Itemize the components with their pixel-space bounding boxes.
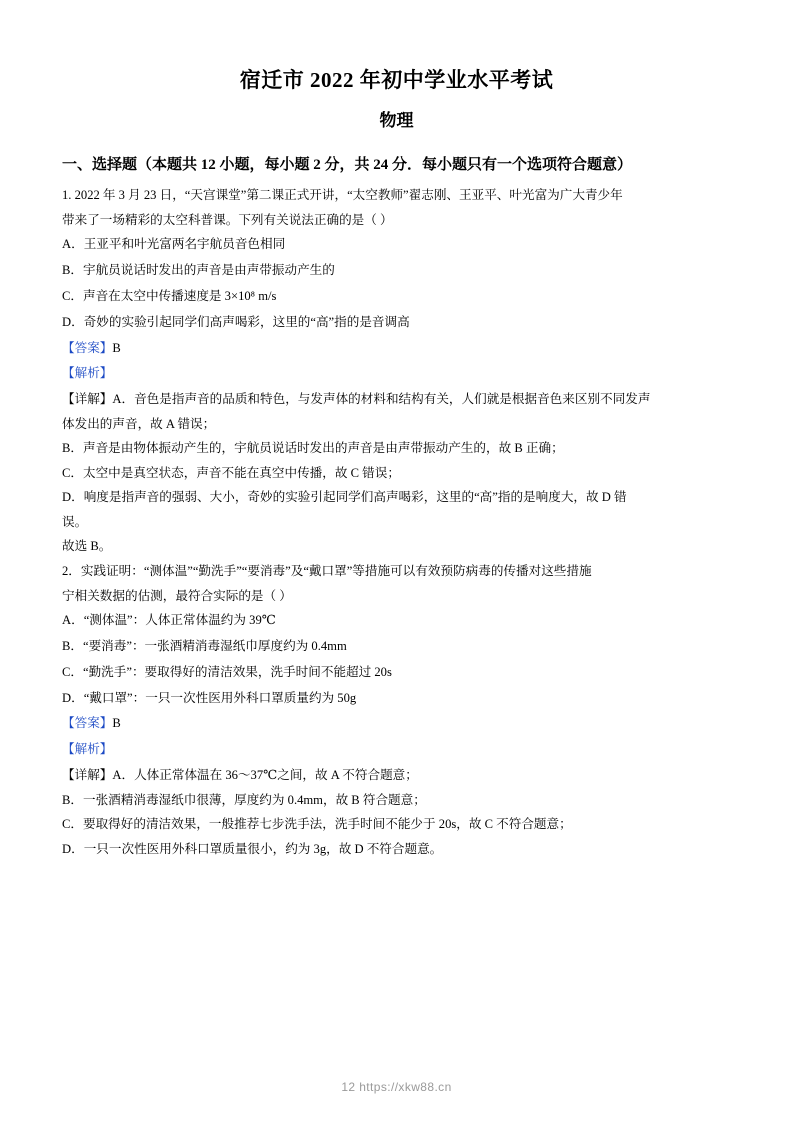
- option-b: B．“要消毒”：一张酒精消毒湿纸巾厚度约为 0.4mm: [62, 638, 347, 653]
- option-d: D．奇妙的实验引起同学们高声喝彩，这里的“高”指的是音调高: [62, 314, 410, 329]
- page-subtitle: 物理: [379, 111, 414, 131]
- option-b: B．宇航员说话时发出的声音是由声带振动产生的: [62, 263, 335, 278]
- question-stem-line: 宁相关数据的估测，最符合实际的是（ ）: [62, 588, 292, 603]
- answer-value: B: [112, 340, 121, 355]
- detail-line: D．响度是指声音的强弱、大小，奇妙的实验引起同学们高声喝彩，这里的“高”指的是响度大，故 D 错: [62, 490, 627, 505]
- detail-line: B．声音是由物体振动产生的，宇航员说话时发出的声音是由声带振动产生的，故 B 正确；: [62, 441, 564, 456]
- detail-line: C．要取得好的清洁效果，一般推荐七步洗手法，洗手时间不能少于 20s，故 C 不符合题意；: [62, 817, 572, 832]
- detail-line: C．太空中是真空状态，声音不能在真空中传播，故 C 错误；: [62, 465, 400, 480]
- analysis-label: 【解析】: [62, 742, 113, 757]
- question-stem-line: 带来了一场精彩的太空科普课。下列有关说法正确的是（ ）: [62, 212, 393, 227]
- page-footer: 12 https://xkw88.cn: [341, 1080, 452, 1094]
- detail-line: 【详解】A．人体正常体温在 36～37℃之间，故 A 不符合题意；: [62, 767, 418, 782]
- section-heading: 一、选择题（本题共 12 小题，每小题 2 分，共 24 分．每小题只有一个选项符合题意）: [62, 157, 633, 174]
- answer-label: 【答案】: [62, 340, 113, 355]
- question-block: [62, 559, 731, 861]
- analysis-label: 【解析】: [62, 366, 113, 381]
- detail-line: B．一张酒精消毒湿纸巾很薄，厚度约为 0.4mm，故 B 符合题意；: [62, 792, 426, 807]
- question-block: [62, 183, 731, 559]
- detail-line: 故选 B。: [62, 539, 112, 554]
- detail-line: 体发出的声音，故 A 错误；: [62, 416, 216, 431]
- option-d: D．“戴口罩”：一只一次性医用外科口罩质量约为 50g: [62, 690, 357, 705]
- answer-label: 【答案】: [62, 716, 113, 731]
- option-c: C．声音在太空中传播速度是 3×10⁸ m/s: [62, 288, 277, 303]
- answer-row: [62, 711, 731, 737]
- answer-row: [62, 336, 731, 362]
- detail-line: 误。: [62, 514, 88, 529]
- question-stem-line: 1. 2022 年 3 月 23 日，“天宫课堂”第二课正式开讲，“太空教师”翟志刚、王亚平、叶光富为广大青少年: [62, 188, 623, 203]
- answer-value: B: [112, 716, 121, 731]
- page-title: 宿迁市 2022 年初中学业水平考试: [239, 68, 554, 92]
- option-a: A．王亚平和叶光富两名宇航员音色相同: [62, 237, 286, 252]
- option-a: A．“测体温”：人体正常体温约为 39℃: [62, 613, 276, 628]
- detail-line: D．一只一次性医用外科口罩质量很小，约为 3g，故 D 不符合题意。: [62, 841, 443, 856]
- option-c: C．“勤洗手”：要取得好的清洁效果，洗手时间不能超过 20s: [62, 664, 392, 679]
- detail-line: 【详解】A．音色是指声音的品质和特色，与发声体的材料和结构有关，人们就是根据音色来区别不同发声: [62, 392, 651, 407]
- question-stem-line: 2．实践证明：“测体温”“勤洗手”“要消毒”及“戴口罩”等措施可以有效预防病毒的传播对这些措施: [62, 563, 592, 578]
